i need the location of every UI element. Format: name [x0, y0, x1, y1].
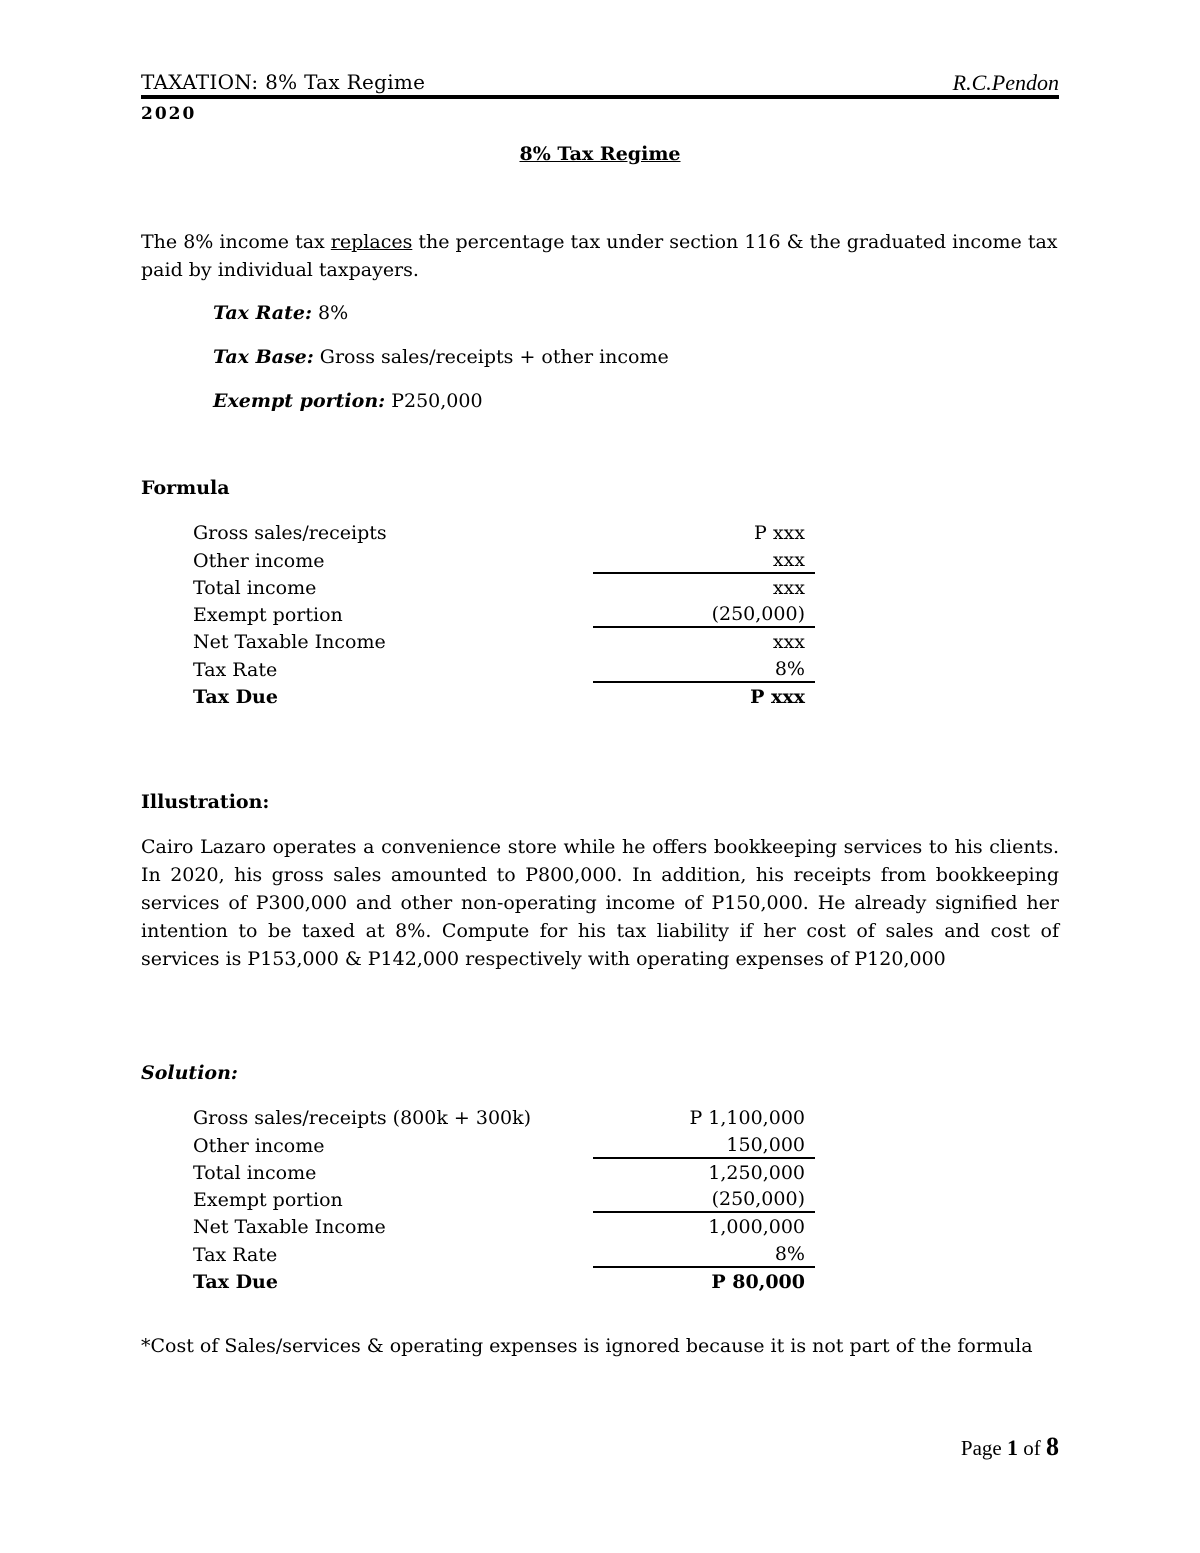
page-footer: [961, 1432, 1059, 1462]
row-label: Exempt portion: [193, 604, 343, 627]
header-title: TAXATION: 8% Tax Regime: [141, 70, 426, 94]
table-row-total: [190, 682, 815, 709]
table-row: [190, 1212, 815, 1239]
page-current: 1: [1007, 1435, 1018, 1460]
tax-base-line: [213, 346, 669, 368]
row-label: Net Taxable Income: [193, 631, 386, 654]
table-row: [190, 545, 815, 572]
row-value: xxx: [772, 548, 805, 571]
table-row: [190, 1130, 815, 1157]
note-paragraph: *Cost of Sales/services & operating expenses is ignored because it is not part of the formula: [141, 1335, 1033, 1357]
table-row: [190, 627, 815, 654]
tax-base-value: Gross sales/receipts + other income: [313, 346, 669, 368]
table-row: [190, 519, 815, 545]
row-value: xxx: [593, 627, 815, 654]
header-year: 2020: [141, 104, 197, 124]
table-row: [190, 1239, 815, 1266]
tax-rate-line: [213, 302, 348, 324]
row-label: Gross sales/receipts (800k + 300k): [193, 1107, 532, 1130]
tax-rate-value: 8%: [312, 302, 349, 324]
formula-table: [190, 519, 815, 709]
row-label: Total income: [193, 576, 317, 599]
document-title: 8% Tax Regime: [519, 143, 681, 165]
row-value: P xxx: [754, 522, 805, 545]
table-row: [190, 1185, 815, 1212]
row-label: Other income: [193, 1134, 325, 1157]
row-value: (250,000): [711, 1188, 805, 1211]
row-value: 8%: [774, 1242, 805, 1265]
row-value: P 1,100,000: [689, 1107, 805, 1130]
row-label: Tax Rate: [193, 1243, 278, 1266]
intro-text-start: The 8% income tax: [141, 231, 331, 253]
row-label: Total income: [193, 1161, 317, 1184]
illustration-heading: Illustration:: [141, 791, 270, 813]
row-label: Tax Due: [193, 686, 278, 709]
exempt-portion-line: [213, 390, 483, 412]
row-value: (250,000): [711, 603, 805, 626]
tax-base-label: Tax Base:: [213, 346, 314, 368]
row-value: P xxx: [593, 682, 815, 709]
header-author: R.C.Pendon: [952, 70, 1059, 95]
row-label: Net Taxable Income: [193, 1216, 386, 1239]
table-row: [190, 573, 815, 600]
row-value: 1,000,000: [593, 1212, 815, 1239]
intro-text-end: the percentage tax under section 116 & the graduated income tax paid by individual taxpayers.: [141, 231, 1058, 281]
row-label: Other income: [193, 549, 325, 572]
table-row-total: [190, 1267, 815, 1294]
row-label: Exempt portion: [193, 1189, 343, 1212]
row-value: 1,250,000: [593, 1158, 815, 1185]
exempt-portion-label: Exempt portion:: [213, 390, 386, 412]
row-value: 8%: [774, 657, 805, 680]
row-value: 150,000: [726, 1133, 805, 1156]
formula-heading: Formula: [141, 477, 230, 499]
tax-rate-label: Tax Rate:: [213, 302, 312, 324]
row-label: Gross sales/receipts: [193, 522, 387, 545]
intro-underlined-word: replaces: [330, 231, 413, 253]
table-row: [190, 1104, 815, 1130]
of-word: of: [1018, 1436, 1046, 1460]
page-word: Page: [960, 1436, 1007, 1460]
intro-paragraph: [141, 228, 1059, 284]
table-row: [190, 654, 815, 681]
row-label: Tax Rate: [193, 658, 278, 681]
table-row: [190, 1158, 815, 1185]
page-total: 8: [1046, 1432, 1059, 1461]
illustration-paragraph: Cairo Lazaro operates a convenience store while he offers bookkeeping services to his clients. In 2020, his gross sales amounted to P800,000. In addition, his receipts from bookkeeping services of P300,000 and other non-operating income of P150,000. He already signified her intention to be taxed at 8%. Compute for his tax liability if her cost of sales and cost of services is P153,000 & P142,000 respectively with operating expenses of P120,000: [141, 836, 1059, 970]
row-value: P 80,000: [593, 1267, 815, 1294]
row-value: xxx: [593, 573, 815, 600]
table-row: [190, 600, 815, 627]
row-label: Tax Due: [193, 1271, 278, 1294]
solution-table: [190, 1104, 815, 1294]
exempt-portion-value: P250,000: [385, 390, 483, 412]
solution-heading: Solution:: [141, 1062, 238, 1084]
header-rule: [141, 95, 1059, 99]
